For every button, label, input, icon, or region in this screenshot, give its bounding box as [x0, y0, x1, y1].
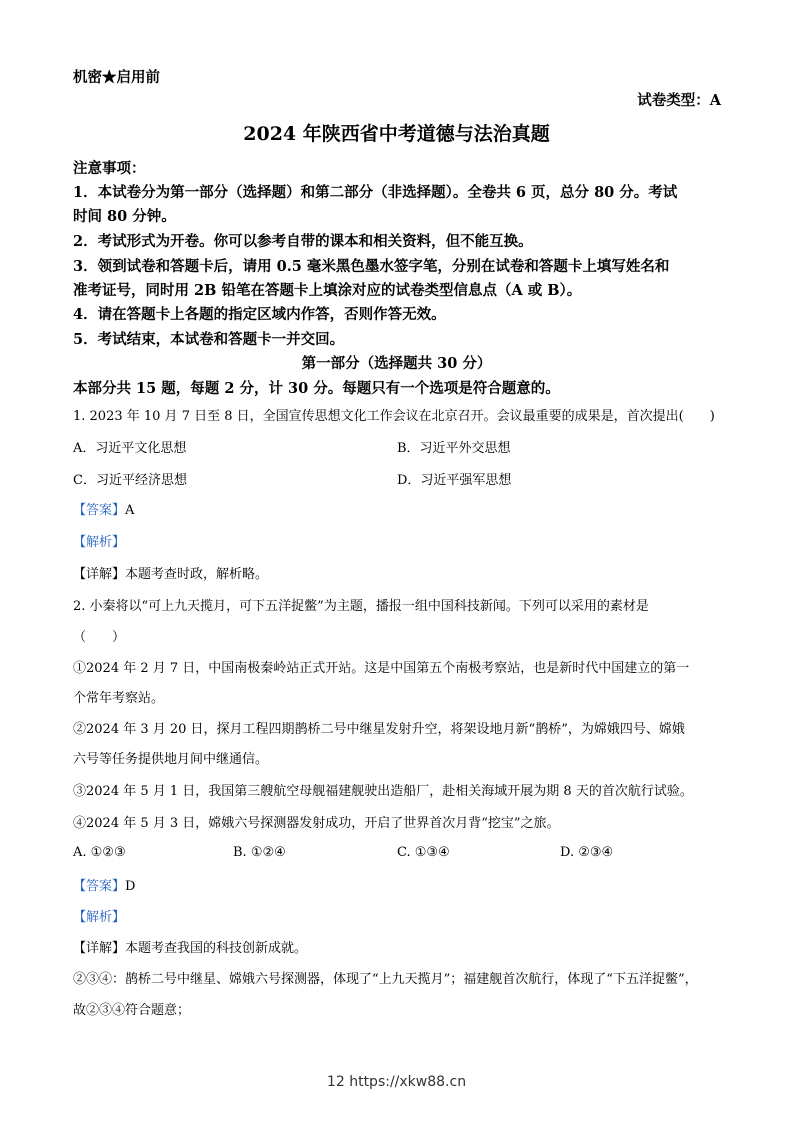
notice-heading: 注意事项：: [73, 160, 146, 177]
footer-url[interactable]: https://xkw88.cn: [349, 1074, 467, 1090]
confidential-label: 机密★启用前: [73, 69, 160, 86]
notice-item-3-cont: 准考证号，同时用 2B 铅笔在答题卡上填涂对应的试卷类型信息点（A 或 B）。: [73, 282, 582, 299]
answer-value: D: [125, 879, 136, 894]
notice-item-1: 1．本试卷分为第一部分（选择题）和第二部分（非选择题）。全卷共 6 页，总分 80 分。考试: [73, 184, 678, 201]
notice-item-1-cont: 时间 80 分钟。: [73, 208, 176, 225]
q2-statement-2: ②2024 年 3 月 20 日，探月工程四期鹊桥二号中继星发射升空，将架设地月新“鹊桥”，为嫦娥四号、嫦娥: [73, 722, 685, 737]
q2-stem-cont: （ ）: [73, 630, 126, 645]
q2-explanation-cont: 故②③④符合题意；: [73, 1003, 191, 1018]
q1-option-d: D．习近平强军思想: [397, 473, 512, 488]
q1-analysis-tag: 【解析】: [73, 535, 126, 550]
q2-statement-3: ③2024 年 5 月 1 日，我国第三艘航空母舰福建舰驶出造船厂，赴相关海域开展为期 8 天的首次航行试验。: [73, 784, 693, 799]
part1-instruction: 本部分共 15 题，每题 2 分，计 30 分。每题只有一个选项是符合题意的。: [73, 380, 560, 397]
q2-option-d: D. ②③④: [560, 845, 614, 860]
q2-option-b: B. ①②④: [233, 845, 286, 860]
q1-option-b: B．习近平外交思想: [397, 441, 511, 456]
notice-item-2: 2．考试形式为开卷。你可以参考自带的课本和相关资料，但不能互换。: [73, 233, 533, 250]
q1-option-a: A．习近平文化思想: [73, 441, 187, 456]
notice-item-5: 5．考试结束，本试卷和答题卡一并交回。: [73, 331, 345, 348]
page-footer: [0, 1074, 793, 1090]
q2-option-c: C. ①③④: [397, 845, 450, 860]
answer-tag: 【答案】: [73, 879, 126, 894]
detail-tag: 【详解】: [73, 941, 126, 956]
detail-tag: 【详解】: [73, 567, 126, 582]
q2-statement-1-cont: 个常年考察站。: [73, 691, 165, 706]
page-title: 2024 年陕西省中考道德与法治真题: [243, 123, 550, 145]
q2-detail: [73, 937, 307, 956]
q1-answer: [73, 499, 134, 518]
notice-item-3: 3．领到试卷和答题卡后，请用 0.5 毫米黑色墨水签字笔，分别在试卷和答题卡上填写姓名和: [73, 258, 670, 275]
q2-answer: [73, 875, 135, 894]
notice-item-4: 4．请在答题卡上各题的指定区域内作答，否则作答无效。: [73, 306, 446, 323]
page-number: 12: [326, 1074, 345, 1090]
part1-heading: 第一部分（选择题共 30 分）: [301, 355, 492, 372]
q2-option-a: A. ①②③: [73, 845, 126, 860]
detail-text: 本题考查时政，解析略。: [125, 567, 269, 582]
q1-detail: [73, 563, 268, 582]
answer-tag: 【答案】: [73, 503, 126, 518]
q2-explanation: ②③④：鹊桥二号中继星、嫦娥六号探测器，体现了“上九天揽月”；福建舰首次航行，体现了“下五洋捉鳖”，: [73, 972, 698, 987]
answer-value: A: [125, 503, 135, 518]
q2-stem: 2. 小秦将以“可上九天揽月，可下五洋捉鳖”为主题，播报一组中国科技新闻。下列可以采用的素材是: [73, 599, 649, 614]
q2-statement-1: ①2024 年 2 月 7 日，中国南极秦岭站正式开站。这是中国第五个南极考察站，也是新时代中国建立的第一: [73, 661, 690, 676]
paper-type-label: 试卷类型：A: [637, 92, 721, 109]
q1-option-c: C．习近平经济思想: [73, 473, 187, 488]
q2-statement-2-cont: 六号等任务提供地月间中继通信。: [73, 752, 269, 767]
q1-stem: 1. 2023 年 10 月 7 日至 8 日，全国宣传思想文化工作会议在北京召开。会议最重要的成果是，首次提出( ): [73, 409, 715, 424]
q2-analysis-tag: 【解析】: [73, 910, 126, 925]
q2-statement-4: ④2024 年 5 月 3 日，嫦娥六号探测器发射成功，开启了世界首次月背“挖宝”之旅。: [73, 816, 560, 831]
detail-text: 本题考查我国的科技创新成就。: [125, 941, 308, 956]
